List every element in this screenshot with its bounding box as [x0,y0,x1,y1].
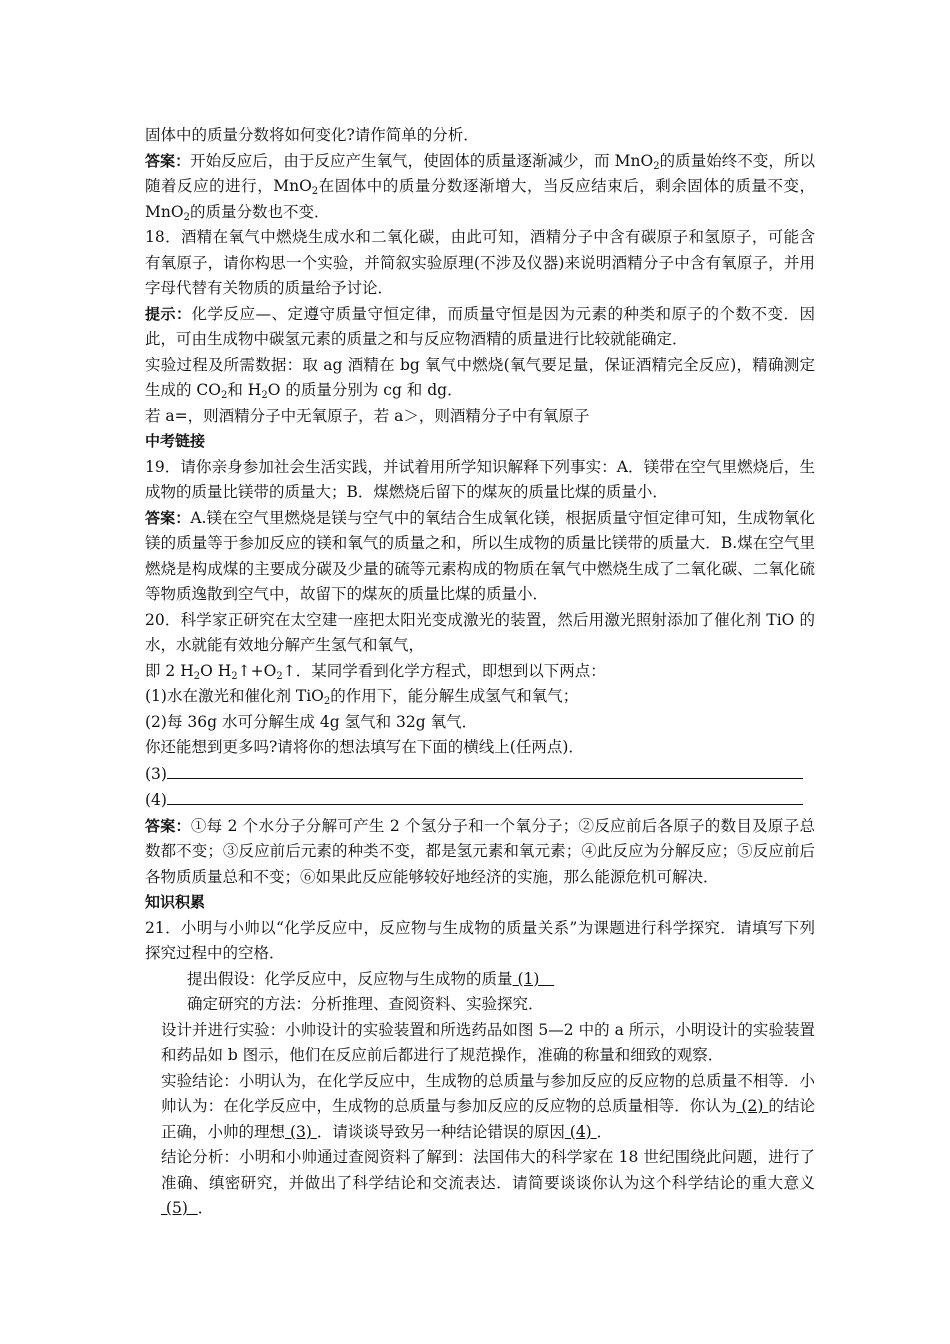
blank-1[interactable]: (1) [512,969,555,988]
answer-label: 答案： [145,816,191,835]
hint-label: 提示： [145,304,192,323]
question-20: 20．科学家正研究在太空建一座把太阳光变成激光的装置，然后用激光照射添加了催化剂 TiO 的水，水就能有效地分解产生氢气和氧气， [145,610,815,654]
question-19: 19．请你亲身参加社会生活实践，并试着用所学知识解释下列事实：A．镁带在空气里燃烧后，生成物的质量比镁带的质量大；B．煤燃烧后留下的煤灰的质量比煤的质量小． [145,457,815,501]
question-18: 18．酒精在氧气中燃烧生成水和二氧化碳，由此可知，酒精分子中含有碳原子和氢原子，可能含有氧原子，请你构思一个实验，并简叙实验原理(不涉及仪器)来说明酒精分子中含有氧原子，并用字母代替有关物质的质量给予讨论． [145,228,815,297]
answer-line-3: (3) [145,761,815,788]
blank-3[interactable]: (3) [285,1122,317,1141]
q21-analysis: 结论分析：小明和小帅通过查阅资料了解到：法国伟大的科学家在 18 世纪围绕此问题，进行了准确、缜密研究，并做出了科学结论和交流表达．请简要谈谈你认为这个科学结论的重大意义 (5) ． [161,1148,815,1217]
section-heading-knowledge: 知识积累 [145,893,206,911]
q21-conclusion: 实验结论：小明认为，在化学反应中，生成物的总质量与参加反应的反应物的总质量不相等．小帅认为：在化学反应中，生成物的总质量与参加反应的反应物的总质量相等．你认为 (2) 的结论正确，小帅的理想 (3) ．请谈谈导致另一种结论错误的原因 (4) ． [161,1071,815,1141]
answer-label: 答案： [145,151,191,170]
q21-design: 设计并进行实验：小帅设计的实验装置和所选药品如图 5—2 中的 a 所示，小明设计的实验装置和药品如 b 图示，他们在反应前后都进行了规范操作，准确的称量和细致的观察． [161,1020,815,1064]
q18-condition: 若 a=，则酒精分子中无氧原子，若 a＞，则酒精分子中有氧原子 [145,406,590,425]
answer-label: 答案： [145,508,191,527]
q20-point-1: (1)水在激光和催化剂 TiO$_2$的作用下，能分解生成氢气和氧气； [145,687,579,707]
q20-prompt: 你还能想到更多吗?请将你的想法填写在下面的横线上(任两点)． [145,738,584,756]
q20-point-2: (2)每 36g 水可分解生成 4g 氢气和 32g 氧气． [145,712,478,731]
q21-method: 确定研究的方法：分析推理、查阅资料、实验探究． [187,995,544,1013]
q18-experiment: 实验过程及所需数据：取 ag 酒精在 bg 氧气中燃烧(氧气要足量，保证酒精完全反应)，精确测定生成的 $CO_2$和 $H_2O$ 的质量分别为 cg 和 dg． [145,355,815,401]
blank-2[interactable]: (2) [736,1097,769,1115]
q17-answer: 答案：开始反应后，由于反应产生氧气，使固体的质量逐渐减少，而 MnO$_2$的质量始终不变，所以随着反应的进行，MnO$_2$在固体中的质量分数逐渐增大，当反应结束后，剩余固体的质量不变，MnO$_2$的质量分数也不变． [145,151,815,223]
document-body [145,123,815,1222]
fill-in-line[interactable] [167,761,803,779]
blank-5[interactable]: (5) [161,1199,198,1217]
answer-line-4: (4) [145,787,815,814]
q19-answer: 答案：A.镁在空气里燃烧是镁与空气中的氧结合生成氧化镁，根据质量守恒定律可知，生成物氧化镁的质量等于参加反应的镁和氧气的质量之和，所以生成物的质量比镁带的质量大．B.煤在空气里燃烧是构成煤的主要成分碳及少量的硫等元素构成的物质在氧气中燃烧生成了二氧化碳、二氧化硫等物质逸散到空气中，故留下的煤灰的质量比煤的质量小． [145,508,815,603]
blank-4[interactable]: (4) [564,1122,597,1141]
fill-in-line[interactable] [167,787,803,805]
q20-answer: 答案：①每 2 个水分子分解可产生 2 个氢分子和一个氧分子；②反应前后各原子的数目及原子总数都不变；③反应前后元素的种类不变，都是氢元素和氧元素；④此反应为分解反应；⑤反应前后各物质质量总和不变；⑥如果此反应能够较好地经济的实施，那么能源危机可解决． [145,816,815,886]
q18-hint: 提示：化学反应—、定遵守质量守恒定律，而质量守恒是因为元素的种类和原子的个数不变．因此，可由生成物中碳氢元素的质量之和与反应物酒精的质量进行比较就能确定． [145,304,815,348]
q21-hypothesis: 提出假设：化学反应中，反应物与生成物的质量 (1) [187,969,555,988]
q20-equation: 即 2 $H_2O$ $H_2↑+O_2↑$．某同学看到化学方程式，即想到以下两点： [145,661,606,682]
q17-continuation: 固体中的质量分数将如何变化?请作简单的分析． [145,126,479,144]
question-21: 21．小明与小帅以“化学反应中，反应物与生成物的质量关系”为课题进行科学探究．请填写下列探究过程中的空格． [145,918,815,962]
section-heading-exam-link: 中考链接 [145,432,206,450]
